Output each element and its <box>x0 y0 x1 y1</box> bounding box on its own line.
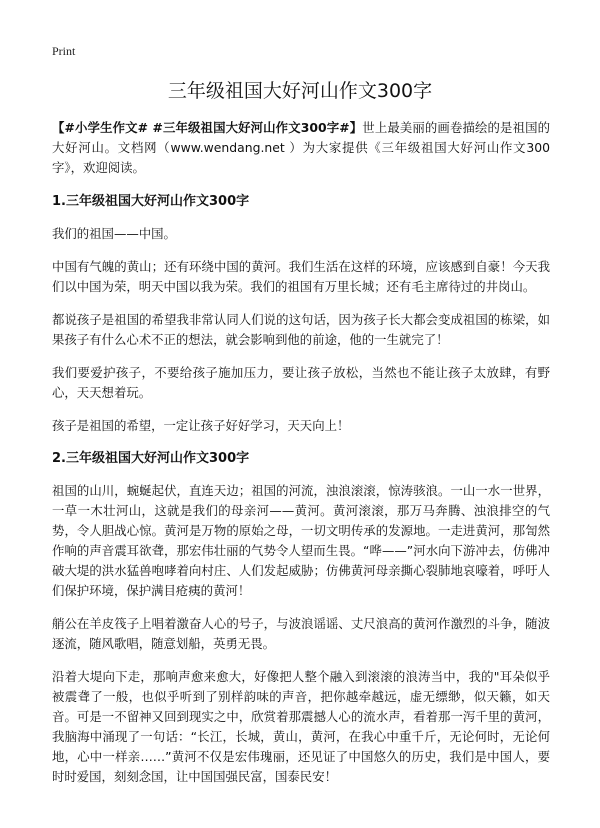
paragraph: 沿着大堤向下走，那响声愈来愈大，好像把人整个融入到滚滚的浪涛当中，我的"耳朵似乎被震聋了一般，也似乎听到了别样韵味的声音，把你越牵越远，虚无缥缈，似天籁，如天音。可是一不留神又回到现实之中，欣赏着那震撼人心的流水声，看着那一泻千里的黄河，我脑海中涌现了一句话：“长江，长城，黄山，黄河，在我心中重千斤，无论何时，无论何地，心中一样亲……”黄河不仅是宏伟瑰丽，还见证了中国悠久的历史，我们是中国人，要时时爱国，刻刻念国，让中国国强民富，国泰民安！ <box>52 669 550 784</box>
intro-paragraph <box>52 118 550 178</box>
intro-text: 世上最美丽的画卷描绘的是祖国的大好河山。文档网（www.wendang.net ）为大家提供《三年级祖国大好河山作文300字》，欢迎阅读。 <box>52 120 550 175</box>
paragraph: 都说孩子是祖国的希望我非常认同人们说的这句话，因为孩子长大都会变成祖国的栋梁，如果孩子有什么心术不正的想法，就会影响到他的前途，他的一生就完了！ <box>52 312 550 347</box>
paragraph: 艄公在羊皮筏子上唱着激奋人心的号子，与波浪谣谣、丈尺浪高的黄河作激烈的斗争，随波逐流，随风歌唱，随意划船，英勇无畏。 <box>52 616 550 651</box>
section-heading: 1.三年级祖国大好河山作文300字 <box>52 194 250 209</box>
intro-tags: 【#小学生作文# #三年级祖国大好河山作文300字#】 <box>52 120 363 135</box>
paragraph: 祖国的山川，蜿蜒起伏，直连天边；祖国的河流，浊浪滚滚，惊涛骇浪。一山一水一世界，一草一木壮河山，这就是我们的母亲河——黄河。黄河滚滚，那万马奔腾、浊浪排空的气势，令人胆战心惊。黄河是万物的原始之母，一切文明传承的发源地。一走进黄河，那訇然作响的声音震耳欲聋，那宏伟壮丽的气势令人望而生畏。“哗——”河水向下游冲去，仿佛冲破大堤的洪水猛兽咆哮着向村庄、人们发起威胁；仿佛黄河母亲撕心裂肺地哀嚎着，呼吁人们保护环境，保护满目疮痍的黄河！ <box>52 483 550 598</box>
paragraph: 我们要爱护孩子，不要给孩子施加压力，要让孩子放松，当然也不能让孩子太放肆，有野心，天天想着玩。 <box>52 365 550 400</box>
print-label: Print <box>52 44 76 58</box>
page-title: 三年级祖国大好河山作文300字 <box>167 80 433 102</box>
paragraph: 中国有气魄的黄山；还有环绕中国的黄河。我们生活在这样的环境，应该感到自豪！今天我们以中国为荣，明天中国以我为荣。我们的祖国有万里长城；还有毛主席待过的井岗山。 <box>52 259 550 294</box>
paragraph: 我们的祖国——中国。 <box>52 226 176 241</box>
document-body <box>52 118 550 800</box>
paragraph: 孩子是祖国的希望，一定让孩子好好学习，天天向上！ <box>52 418 350 433</box>
section-heading: 2.三年级祖国大好河山作文300字 <box>52 451 250 466</box>
